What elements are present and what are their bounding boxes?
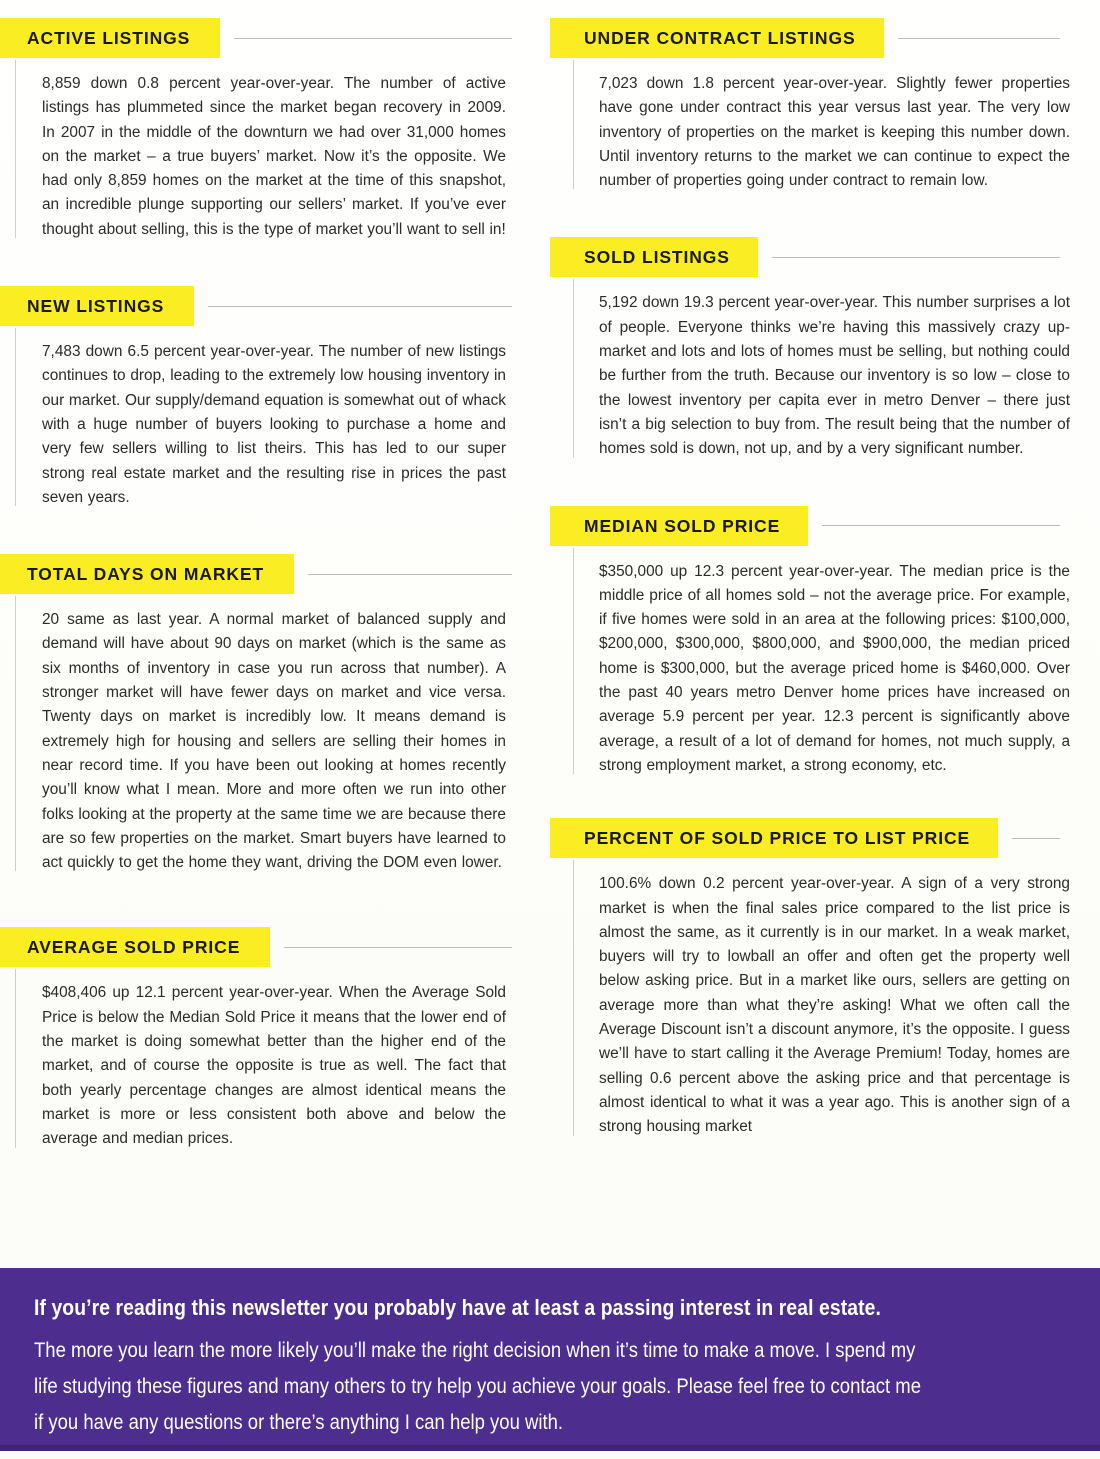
header-rule — [234, 38, 512, 39]
section-vertical-rule — [15, 60, 16, 238]
section-heading-label: TOTAL DAYS ON MARKET — [0, 554, 294, 594]
left-column — [0, 0, 550, 1262]
section-heading-label: ACTIVE LISTINGS — [0, 18, 220, 58]
footer-headline: If you’re reading this newsletter you probably have at least a passing interest in real estate. — [34, 1295, 881, 1320]
section-header — [0, 18, 550, 58]
section-under-contract-listings — [550, 18, 1100, 193]
header-rule — [898, 38, 1060, 39]
spacer — [0, 875, 550, 927]
section-heading-label: NEW LISTINGS — [0, 286, 194, 326]
footer-callout — [0, 1268, 1100, 1451]
section-body — [550, 546, 1100, 779]
section-heading-label: UNDER CONTRACT LISTINGS — [550, 18, 884, 58]
section-vertical-rule — [15, 969, 16, 1147]
section-paragraph: 8,859 down 0.8 percent year-over-year. The number of active listings has plummeted since the market began recovery in 2009. In 2007 in the middle of the downturn we had over 31,000 homes on the market – a true buyers’ market. Now it’s the opposite. We had only 8,859 homes on the market at the time of this snapshot, an incredible plunge supporting our sellers’ market. If you’ve ever thought about selling, this is the type of market you’ll want to sell in! — [42, 75, 506, 238]
spacer — [0, 242, 550, 286]
section-median-sold-price — [550, 506, 1100, 779]
section-header — [0, 927, 550, 967]
section-body — [0, 58, 550, 242]
section-heading-label: MEDIAN SOLD PRICE — [550, 506, 808, 546]
section-heading-label: AVERAGE SOLD PRICE — [0, 927, 270, 967]
section-paragraph: 100.6% down 0.2 percent year-over-year. A sign of a very strong market is when the final sales price compared to the list price is almost the same, as it currently is in our market. In a weak market, buyers will try to lowball an offer and often get the property well below asking price. But in a market like ours, sellers are getting on average more than what they’re asking! What we often call the Average Discount isn’t a discount anymore, it’s the opposite. I guess we’ll have to start calling it the Average Premium! Today, homes are selling 0.6 percent above the asking price and that percentage is almost identical to what it was a year ago. This is another sign of a strong housing market — [599, 875, 1070, 1136]
header-rule — [822, 525, 1060, 526]
section-paragraph: 7,483 down 6.5 percent year-over-year. The number of new listings continues to drop, leading to the extremely low housing inventory in our market. Our supply/demand equation is somewhat out of whack with a huge number of buyers looking to purchase a home and very few sellers willing to list theirs. This has led to our super strong real estate market and the resulting rise in prices the past seven years. — [42, 343, 506, 506]
footer-line-3: life studying these figures and many others to try help you achieve your goals. Please feel free to contact me — [34, 1374, 921, 1398]
section-body — [550, 58, 1100, 193]
header-rule — [208, 306, 512, 307]
section-paragraph: $408,406 up 12.1 percent year-over-year. When the Average Sold Price is below the Median Sold Price it means that the lower end of the market is doing somewhat better than the higher end of the market, and of course the opposite is true as well. The fact that both yearly percentage changes are almost identical means the market is more or less consistent both above and below the average and median prices. — [42, 984, 506, 1148]
header-rule — [308, 574, 512, 575]
section-header — [550, 18, 1100, 58]
right-column — [550, 0, 1100, 1262]
section-vertical-rule — [573, 860, 574, 1135]
section-active-listings — [0, 18, 550, 242]
section-header — [0, 554, 550, 594]
section-paragraph: $350,000 up 12.3 percent year-over-year. The median price is the middle price of all homes sold – not the average price. For example, if five homes were sold in an area at the following prices: $100,000, $200,000, $300,000, $800,000, and $900,000, the median priced home is $300,000, but the average priced home is $460,000. Over the past 40 years metro Denver home prices have increased on average 5.9 percent per year. 12.3 percent is significantly above average, a result of a lot of demand for homes, not much supply, a strong employment market, a strong economy, etc. — [599, 562, 1070, 774]
footer-line-2: The more you learn the more likely you’ll make the right decision when it’s time to make a move. I spend my — [34, 1338, 916, 1362]
section-paragraph: 20 same as last year. A normal market of balanced supply and demand will have about 90 days on market (which is the same as six months of inventory in case you run across that number). A stronger market will have fewer days on market and vice versa. Twenty days on market is incredibly low. It means demand is extremely high for housing and sellers are selling their homes in near record time. If you have been out looking at homes recently you’ll know what I mean. More and more often we run into other folks looking at the property at the same time we are because there are so few properties on the market. Smart buyers have learned to act quickly to get the home they want, driving the DOM even lower. — [42, 611, 506, 872]
section-body — [0, 326, 550, 510]
section-heading-label: SOLD LISTINGS — [550, 237, 758, 277]
spacer — [550, 193, 1100, 237]
header-rule — [284, 947, 512, 948]
section-vertical-rule — [573, 279, 574, 457]
section-body — [550, 858, 1100, 1139]
section-body — [550, 277, 1100, 461]
section-header — [0, 286, 550, 326]
section-vertical-rule — [15, 596, 16, 871]
section-new-listings — [0, 286, 550, 510]
spacer — [550, 778, 1100, 818]
section-header — [550, 818, 1100, 858]
section-percent-sold-to-list — [550, 818, 1100, 1139]
footer-line-4: if you have any questions or there’s anything I can help you with. — [34, 1410, 564, 1434]
section-paragraph: 5,192 down 19.3 percent year-over-year. This number surprises a lot of people. Everyone thinks we’re having this massively crazy up-market and lots and lots of homes must be selling, but nothing could be further from the truth. Because our inventory is so low – close to the lowest inventory per capita ever in metro Denver – there just isn’t a big selection to buy from. The result being that the number of homes sold is down, not up, and by a very significant number. — [599, 294, 1070, 458]
header-rule — [772, 257, 1060, 258]
section-sold-listings — [550, 237, 1100, 461]
header-rule — [1012, 838, 1060, 839]
section-header — [550, 506, 1100, 546]
section-total-days-on-market — [0, 554, 550, 875]
section-body — [0, 594, 550, 875]
section-vertical-rule — [573, 60, 574, 189]
section-header — [550, 237, 1100, 277]
section-paragraph: 7,023 down 1.8 percent year-over-year. Slightly fewer properties have gone under contract this year versus last year. The very low inventory of properties on the market is keeping this number down. Until inventory returns to the market we can continue to expect the number of properties going under contract to remain low. — [599, 75, 1070, 190]
section-vertical-rule — [573, 548, 574, 775]
spacer — [550, 462, 1100, 506]
section-body — [0, 967, 550, 1151]
section-heading-label: PERCENT OF SOLD PRICE TO LIST PRICE — [550, 818, 998, 858]
spacer — [0, 510, 550, 554]
section-vertical-rule — [15, 328, 16, 506]
section-average-sold-price — [0, 927, 550, 1151]
